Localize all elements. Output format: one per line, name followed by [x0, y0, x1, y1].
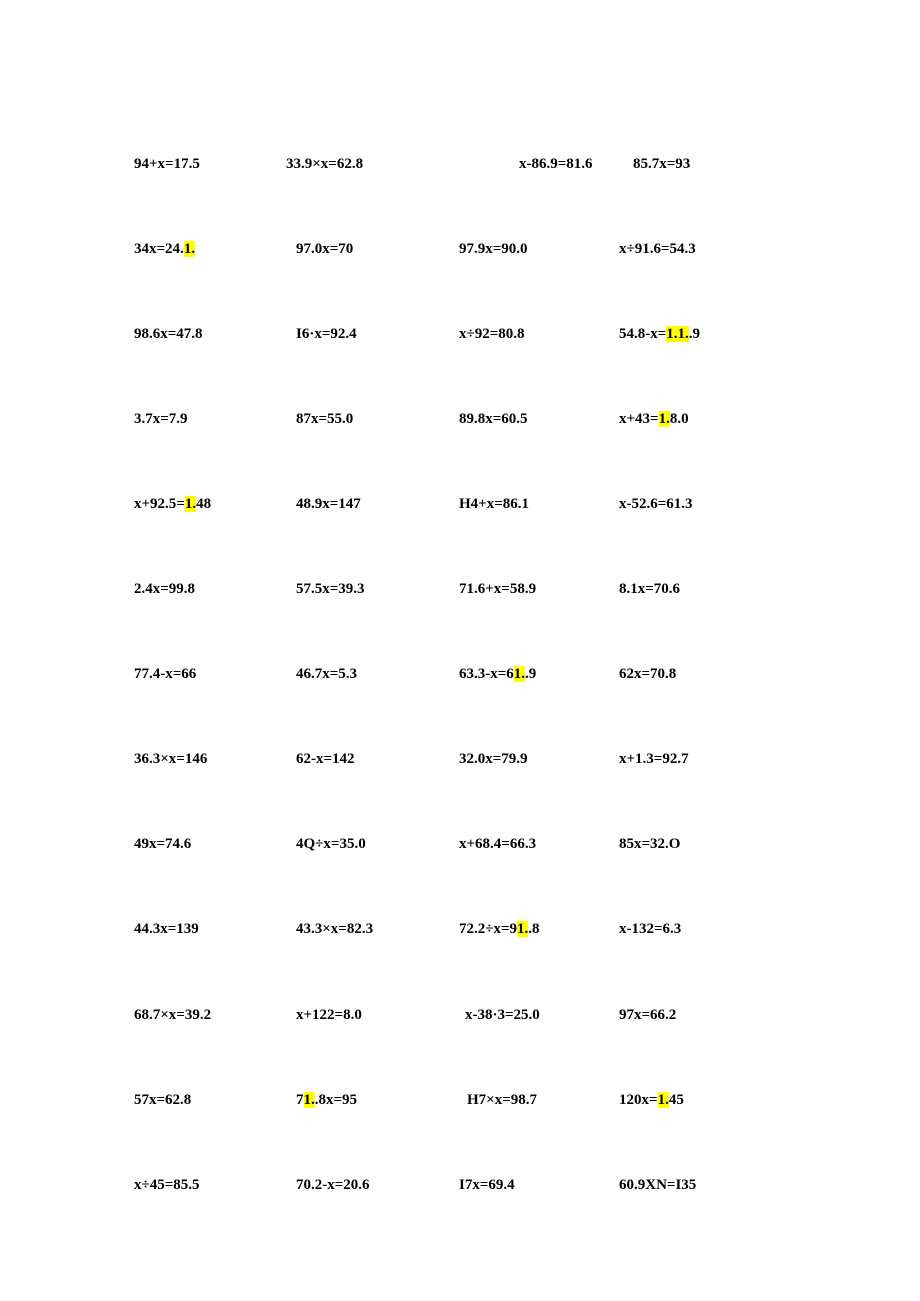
equation-r2-c1 [134, 240, 195, 258]
equation-text: x-52.6=61.3 [619, 496, 693, 512]
equation-text: .8x=95 [314, 1092, 358, 1108]
equation-r9-c2 [296, 835, 366, 853]
equation-text: 63.3-x=6 [459, 666, 514, 682]
equation-r2-c4 [619, 240, 696, 258]
equation-text: x÷92=80.8 [459, 326, 525, 342]
equation-text: 85x=32.O [619, 836, 681, 852]
equation-r6-c2 [296, 580, 365, 598]
equation-text: 8.0 [669, 411, 689, 427]
equation-r1-c4 [633, 155, 690, 173]
equation-text: 44.3x=139 [134, 921, 199, 937]
highlighted-text: 1.1. [666, 326, 689, 342]
equation-r13-c4 [619, 1176, 696, 1194]
equation-r5-c1 [134, 495, 211, 513]
equation-text: x÷91.6=54.3 [619, 241, 696, 257]
equation-r6-c1 [134, 580, 195, 598]
equation-r4-c3 [459, 410, 528, 428]
equation-r12-c2 [296, 1091, 357, 1109]
highlighted-text: 1. [658, 411, 670, 427]
equation-text: 97x=66.2 [619, 1007, 677, 1023]
equation-r9-c1 [134, 835, 191, 853]
equation-text: 3.7x=7.9 [134, 411, 188, 427]
equation-r5-c4 [619, 495, 693, 513]
equation-text: H4+x=86.1 [459, 496, 530, 512]
equation-text: 2.4x=99.8 [134, 581, 196, 597]
equation-r4-c4 [619, 410, 689, 428]
equation-text: 36.3×x=146 [134, 751, 208, 767]
highlighted-text: 1. [303, 1092, 315, 1108]
equation-r13-c1 [134, 1176, 200, 1194]
equation-r10-c2 [296, 920, 373, 938]
equation-text: 48 [196, 496, 212, 512]
equation-r7-c4 [619, 665, 676, 683]
equation-text: x+122=8.0 [296, 1007, 362, 1023]
equation-r13-c2 [296, 1176, 370, 1194]
equation-r9-c3 [459, 835, 536, 853]
equation-text: 89.8x=60.5 [459, 411, 528, 427]
equation-text: 4Q÷x=35.0 [296, 836, 366, 852]
equation-text: 94+x=17.5 [134, 156, 200, 172]
equation-r6-c3 [459, 580, 536, 598]
equation-text: 98.6x=47.8 [134, 326, 203, 342]
equation-text: 71.6+x=58.9 [459, 581, 537, 597]
equation-text: 33.9×x=62.8 [286, 156, 364, 172]
highlighted-text: 1. [513, 666, 526, 682]
equation-text: 34x=24. [134, 241, 184, 257]
equation-text: 60.9XN=I35 [619, 1177, 697, 1193]
equation-text: x-38·3=25.0 [465, 1007, 540, 1023]
equation-text: 32.0x=79.9 [459, 751, 528, 767]
equation-r1-c3 [519, 155, 593, 173]
highlighted-text: 1. [183, 241, 196, 257]
equation-text: 57x=62.8 [134, 1092, 192, 1108]
equation-r8-c1 [134, 750, 207, 768]
equation-text: 72.2÷x=9 [459, 921, 518, 937]
equation-text: .9 [525, 666, 537, 682]
equation-text: 46.7x=5.3 [296, 666, 358, 682]
equation-r11-c3 [465, 1006, 540, 1024]
equation-r10-c4 [619, 920, 681, 938]
equation-r5-c3 [459, 495, 529, 513]
equation-r11-c4 [619, 1006, 676, 1024]
equation-r11-c2 [296, 1006, 362, 1024]
equation-text: x+92.5= [134, 496, 185, 512]
equation-text: .9 [688, 326, 701, 342]
equation-r8-c2 [296, 750, 355, 768]
equation-text: 54.8-x= [619, 326, 667, 342]
equation-text: I7x=69.4 [459, 1177, 515, 1193]
equation-r7-c1 [134, 665, 196, 683]
equation-text: 49x=74.6 [134, 836, 192, 852]
equation-r1-c2 [286, 155, 363, 173]
equation-text: 48.9x=147 [296, 496, 361, 512]
equation-text: 62-x=142 [296, 751, 355, 767]
equation-text: 85.7x=93 [633, 156, 691, 172]
equation-r3-c3 [459, 325, 525, 343]
equation-r11-c1 [134, 1006, 211, 1024]
equation-r10-c1 [134, 920, 199, 938]
equation-text: 8.1x=70.6 [619, 581, 681, 597]
equation-r12-c1 [134, 1091, 191, 1109]
equation-r4-c1 [134, 410, 188, 428]
equation-text: 62x=70.8 [619, 666, 677, 682]
equation-text: 87x=55.0 [296, 411, 354, 427]
equation-r3-c2 [296, 325, 357, 343]
equation-text: I6·x=92.4 [296, 326, 357, 342]
equation-r8-c4 [619, 750, 689, 768]
equation-text: x-132=6.3 [619, 921, 682, 937]
equation-r6-c4 [619, 580, 680, 598]
equation-text: 7 [296, 1092, 304, 1108]
equation-r3-c1 [134, 325, 203, 343]
equation-r13-c3 [459, 1176, 515, 1194]
equation-r7-c3 [459, 665, 536, 683]
equation-r7-c2 [296, 665, 357, 683]
equation-text: 97.9x=90.0 [459, 241, 528, 257]
equation-text: 77.4-x=66 [134, 666, 197, 682]
equation-r3-c4 [619, 325, 700, 343]
equation-text: .8 [528, 921, 540, 937]
equation-text: 70.2-x=20.6 [296, 1177, 370, 1193]
equation-text: 45 [668, 1092, 684, 1108]
equation-text: 57.5x=39.3 [296, 581, 365, 597]
equation-text: 43.3×x=82.3 [296, 921, 374, 937]
equation-r2-c3 [459, 240, 528, 258]
equation-text: x-86.9=81.6 [519, 156, 593, 172]
equation-text: 97.0x=70 [296, 241, 354, 257]
equation-text: 120x= [619, 1092, 658, 1108]
equation-r12-c3 [467, 1091, 537, 1109]
equation-text: x+68.4=66.3 [459, 836, 537, 852]
equation-r9-c4 [619, 835, 680, 853]
equation-r10-c3 [459, 920, 540, 938]
equation-r12-c4 [619, 1091, 684, 1109]
equation-r5-c2 [296, 495, 361, 513]
equation-r1-c1 [134, 155, 200, 173]
highlighted-text: 1. [517, 921, 529, 937]
equation-text: 68.7×x=39.2 [134, 1007, 212, 1023]
equation-text: H7×x=98.7 [467, 1092, 538, 1108]
equation-text: x+43= [619, 411, 659, 427]
equation-r8-c3 [459, 750, 528, 768]
equation-text: x÷45=85.5 [134, 1177, 200, 1193]
highlighted-text: 1. [657, 1092, 669, 1108]
highlighted-text: 1. [184, 496, 197, 512]
equation-r2-c2 [296, 240, 353, 258]
equation-text: x+1.3=92.7 [619, 751, 689, 767]
equation-r4-c2 [296, 410, 353, 428]
